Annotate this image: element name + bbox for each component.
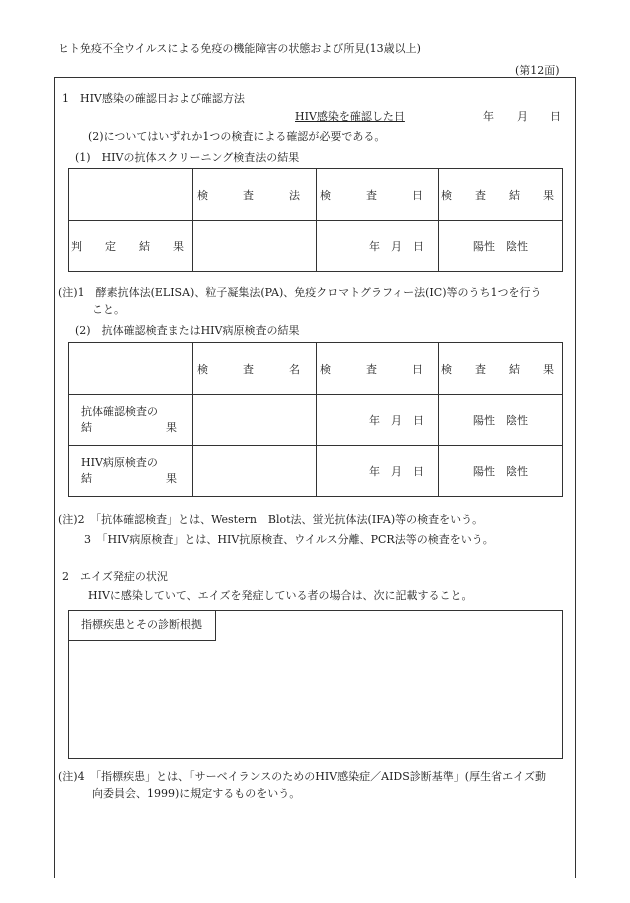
year-unit: 年	[483, 110, 494, 123]
table-row	[69, 395, 563, 446]
screening-header-result: 検 査 結 果	[439, 169, 563, 221]
table-row	[69, 446, 563, 497]
screening-corner-cell	[69, 169, 193, 221]
antibody-row-label	[69, 395, 193, 446]
antibody-label-ka: 果	[166, 421, 177, 434]
month-unit: 月	[517, 110, 528, 123]
pathogen-row-label	[69, 446, 193, 497]
note3: 3 「HIV病原検査」とは、HIV抗原検査、ウイルス分離、PCR法等の検査をいう。	[84, 533, 494, 546]
note1-line2: こと。	[92, 303, 125, 316]
section2-heading: 2 エイズ発症の状況	[62, 570, 168, 583]
sub2-heading: (2) 抗体確認検査またはHIV病原検査の結果	[75, 324, 300, 337]
pathogen-label-line1: HIV病原検査の	[81, 456, 158, 469]
form-title: ヒト免疫不全ウイルスによる免疫の機能障害の状態および所見(13歳以上)	[58, 42, 421, 55]
confirm-date-label: HIV感染を確認した日	[295, 110, 405, 123]
antibody-name-cell[interactable]	[193, 395, 317, 446]
note2: (注)2 「抗体確認検査」とは、Western Blot法、蛍光抗体法(IFA)等の検査をいう。	[58, 513, 484, 526]
antibody-result-cell[interactable]: 陽性 陰性	[439, 395, 563, 446]
sub1-heading: (1) HIVの抗体スクリーニング検査法の結果	[75, 151, 300, 164]
note4-line2: 向委員会、1999)に規定するものをいう。	[92, 787, 301, 800]
screening-header-method: 検 査 法	[193, 169, 317, 221]
confirm-corner-cell	[69, 343, 193, 395]
day-unit: 日	[550, 110, 561, 123]
confirm-header-date: 検 査 日	[317, 343, 439, 395]
screening-header-date: 検 査 日	[317, 169, 439, 221]
confirm-header-result: 検 査 結 果	[439, 343, 563, 395]
page-number: (第12面)	[515, 64, 560, 77]
pathogen-date-cell[interactable]: 年 月 日	[317, 446, 439, 497]
antibody-label-ketsu: 結	[81, 421, 92, 434]
diagnosis-box-label: 指標疾患とその診断根拠	[68, 610, 216, 641]
antibody-label-line1: 抗体確認検査の	[81, 405, 158, 418]
pathogen-label-ka: 果	[166, 472, 177, 485]
screening-method-cell[interactable]	[193, 221, 317, 272]
section1-note-intro: (2)についてはいずれか1つの検査による確認が必要である。	[88, 130, 386, 143]
section2-intro: HIVに感染していて、エイズを発症している者の場合は、次に記載すること。	[88, 589, 473, 602]
screening-date-cell[interactable]: 年 月 日	[317, 221, 439, 272]
section1-heading: 1 HIV感染の確認日および確認方法	[62, 92, 245, 105]
antibody-date-cell[interactable]: 年 月 日	[317, 395, 439, 446]
confirm-table	[68, 342, 563, 497]
note1-line1: (注)1 酵素抗体法(ELISA)、粒子凝集法(PA)、免疫クロマトグラフィー法(IC)等のうち1つを行う	[58, 286, 542, 299]
confirm-header-name: 検 査 名	[193, 343, 317, 395]
confirm-date-line[interactable]	[295, 108, 560, 124]
note4-line1: (注)4 「指標疾患」とは、「サーベイランスのためのHIV感染症／AIDS診断基準」(厚生省エイズ動	[58, 770, 546, 783]
screening-table	[68, 168, 563, 272]
screening-row-label: 判 定 結 果	[69, 221, 193, 272]
pathogen-label-ketsu: 結	[81, 472, 92, 485]
pathogen-result-cell[interactable]: 陽性 陰性	[439, 446, 563, 497]
screening-result-cell[interactable]: 陽性 陰性	[439, 221, 563, 272]
pathogen-name-cell[interactable]	[193, 446, 317, 497]
